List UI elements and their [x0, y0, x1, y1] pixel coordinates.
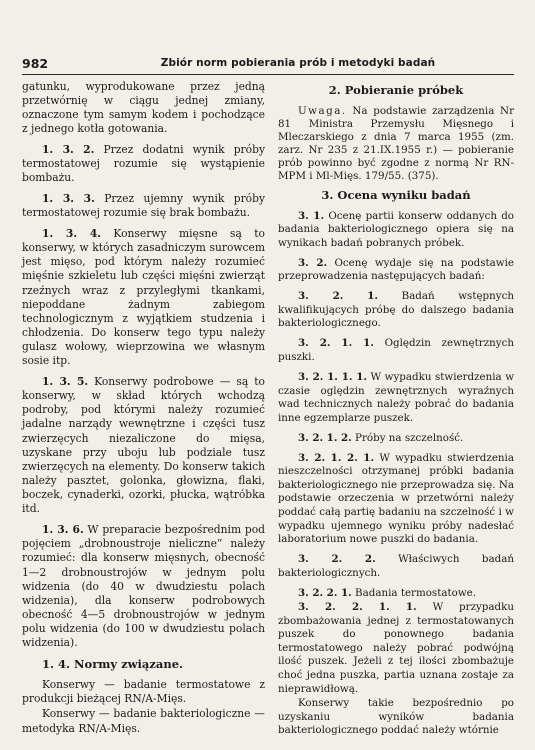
paragraph-text: W przypadku zbombażowania jednej z termostatowanych puszek do ponownego badania termostatowego należy pobrać podwójną ilość puszek. Jeżeli z tej ilości zbombażuje choć jedna puszka, partia uznana zostaje za nieprawidłową. — [278, 601, 515, 695]
section-number: 1. 3. 6. — [42, 523, 84, 537]
paragraph-3-2-2 — [278, 553, 514, 580]
paragraph-3-2-1-2-1 — [278, 452, 514, 547]
paragraph-text: Badania termostatowe. — [355, 586, 477, 599]
paragraph: Konserwy takie bezpośrednio po uzyskaniu wyników badania bakteriologicznego poddać należy wtórnie — [278, 697, 514, 737]
paragraph-1-3-5 — [22, 375, 265, 517]
left-column — [22, 80, 265, 742]
paragraph-text: Konserwy mięsne są to konserwy, w których zasadniczym surowcem jest mięso, pod którym należy rozumieć mięśnie szkieletu lub części mięśni zwierząt rzeźnych wraz z przyległymi tkankami, niepoddane żadnym zabiegom technologicznym z wyjątkiem studzenia i chłodzenia. Do konserw tego typu należy gulasz wołowy, wieprzowina we własnym sosie itp. — [22, 226, 265, 368]
section-number: 3. 2. 2. 1. — [298, 586, 352, 599]
norm-item: Konserwy — badanie termostatowe z produkcji bieżącej RN/A-Mięs. — [22, 678, 265, 706]
paragraph-text: Przez ujemny wynik próby termostatowej rozumie się brak bombażu. — [22, 192, 265, 220]
section-number: 3. 2. 1. — [298, 290, 379, 303]
paragraph-3-2-1 — [278, 290, 514, 331]
paragraph-text: Przez dodatni wynik próby termostatowej rozumie się wystąpienie bombażu. — [22, 143, 265, 185]
paragraph-text: Oględzin zewnętrznych puszki. — [278, 337, 514, 364]
paragraph-text: Właściwych badań bakteriologicznych. — [278, 553, 514, 579]
paragraph-3-1 — [278, 210, 514, 251]
section-number: 3. 2. 1. 2. 1. — [298, 451, 375, 464]
paragraph-1-3-6 — [22, 523, 265, 650]
section-heading-norms: 1. 4. Normy związane. — [42, 656, 184, 671]
right-column — [278, 80, 514, 744]
paragraph-text: Próby na szczelność. — [355, 431, 464, 444]
section-number: 1. 3. 5. — [42, 374, 89, 388]
section-number: 1. 3. 2. — [42, 143, 95, 157]
paragraph-3-2-1-1-1 — [278, 371, 514, 425]
section-number: 3. 2. 1. 2. — [298, 431, 352, 444]
paragraph-text: Konserwy podrobowe — są to konserwy, w skład których wchodzą podroby, pod którymi należy rozumieć jadalne narządy wewnętrzne i części tusz zwierzęcych niezaliczone do mięsa, uzyskane przy uboju lub podziale tusz zwierzęcych na elementy. Do konserw takich należy pasztet, golonka, głowizna, flaki, boczek, cynaderki, ozorki, płucka, wątróbka itd. — [22, 374, 265, 516]
paragraph: gatunku, wyprodukowane przez jedną przetwórnię w ciągu jednej zmiany, oznaczone tym samym kodem i pochodzące z jednego kotła gotowania. — [22, 80, 265, 136]
section-number: 3. 2. 1. 1. — [298, 337, 374, 350]
paragraph-1-3-3 — [22, 192, 265, 220]
paragraph-text: W preparacie bezpośrednim pod pojęciem „drobnoustroje nieliczne” należy rozumieć: dla konserw mięsnych, obecność 1—2 drobnoustrojów w jednym polu widzenia (do 40 w dwudziestu polach widzenia), dla konserw podrobowych obecność 4—5 drobnoustrojów w jednym polu widzenia (do 100 w dwudziestu polach widzenia). — [22, 523, 265, 650]
section-heading-sampling: 2. Pobieranie próbek — [328, 83, 464, 97]
paragraph-1-3-2 — [22, 143, 265, 185]
page-header — [22, 52, 514, 75]
section-number: 3. 1. — [298, 209, 325, 222]
paragraph-3-2-2-1-1 — [278, 601, 514, 696]
paragraph-text: Ocenę wydaje się na podstawie przeprowadzenia następujących badań: — [278, 256, 514, 283]
page-number: 982 — [22, 56, 49, 71]
paragraph-3-2-1-2 — [278, 432, 514, 446]
paragraph-text: W wypadku stwierdzenia nieszczelności otrzymanej próbki badania bakteriologicznego nie przeprowadza się. Na podstawie orzeczenia w przetwórni należy poddać całą partię badaniu na szczelność i w wypadku ujemnego wyniku próby nadesłać laboratorium nowe puszki do badania. — [278, 451, 514, 546]
paragraph-text: Badań wstępnych kwalifikujących próbę do dalszego badania bakteriologicznego. — [278, 290, 514, 330]
paragraph-text: Ocenę partii konserw oddanych do badania bakteriologicznego opiera się na wynikach badań pobranych próbek. — [278, 209, 515, 249]
section-number: 1. 3. 3. — [42, 192, 95, 206]
norm-item: Konserwy — badanie bakteriologiczne — metodyka RN/A-Mięs. — [22, 707, 265, 735]
paragraph-3-2-1-1 — [278, 337, 514, 364]
section-number: 3. 2. 1. 1. 1. — [298, 371, 368, 384]
section-number: 3. 2. 2. 1. 1. — [298, 601, 417, 614]
paragraph-text: W wypadku stwierdzenia w czasie oględzin zewnętrznych wyraźnych wad technicznych należy pobrać do badania inne egzemplarze puszek. — [278, 371, 515, 424]
paragraph-1-3-4 — [22, 227, 265, 369]
note-paragraph — [278, 105, 514, 183]
running-title: Zbiór norm pobierania prób i metodyki badań — [160, 57, 436, 69]
section-number: 1. 3. 4. — [42, 226, 101, 240]
section-heading-evaluation: 3. Ocena wyniku badań — [321, 188, 471, 203]
section-number: 3. 2. 2. — [298, 553, 376, 566]
note-text: Na podstawie zarządzenia Nr 81 Ministra Przemysłu Mięsnego i Mleczarskiego z dnia 7 marca 1955 (zm. zarz. Nr 235 z 21.IX.1955 r.) — pobieranie prób powinno być zgodne z normą Nr RN-MPM i Ml-Mięs. 179/55. (375). — [278, 104, 514, 182]
paragraph-3-2 — [278, 257, 514, 284]
note-label: Uwaga. — [298, 104, 347, 117]
section-number: 3. 2. — [298, 256, 328, 269]
paragraph-3-2-2-1 — [278, 587, 514, 601]
